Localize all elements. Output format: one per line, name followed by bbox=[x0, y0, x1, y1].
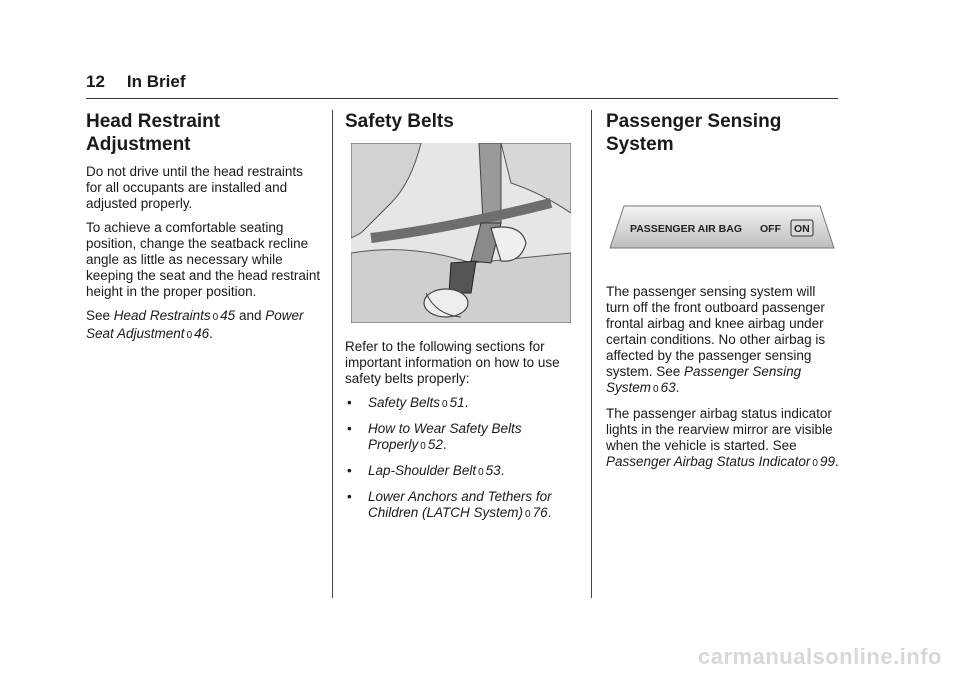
indicator-off: OFF bbox=[760, 223, 781, 235]
head-restraint-para-2: To achieve a comfortable seating position, change the seatback recline angle as little as necessary while keeping the seat and the head restraint height in the proper position. bbox=[86, 220, 321, 299]
page-ref-arrow-icon: 0 bbox=[812, 458, 818, 469]
safety-belts-heading: Safety Belts bbox=[345, 111, 454, 132]
passenger-sensing-para-2: The passenger airbag status indicator lights in the rearview mirror are visible when the vehicle is started. See Passenger Airbag Status Indicator 0 99. bbox=[606, 406, 839, 469]
page-ref-arrow-icon: 0 bbox=[212, 312, 219, 323]
section-title: In Brief bbox=[126, 72, 186, 91]
link-latch-system[interactable]: Lower Anchors and Tethers for Children (LATCH System) bbox=[368, 489, 552, 520]
bullet-icon: • bbox=[347, 489, 352, 504]
bullet-icon: • bbox=[347, 463, 352, 478]
header-rule bbox=[86, 98, 838, 99]
page-ref-arrow-icon: 0 bbox=[442, 399, 448, 410]
page-header bbox=[86, 72, 185, 92]
link-power-seat-adjustment[interactable]: Power Seat Adjustment bbox=[86, 308, 304, 341]
passenger-sensing-para-1: The passenger sensing system will turn off the front outboard passenger frontal airbag and knee airbag under certain conditions. No other airbag is affected by the passenger sensing system. See Passenger Sensing System 0 63. bbox=[606, 284, 826, 395]
page-ref-arrow-icon: 0 bbox=[653, 384, 659, 395]
page-number: 12 bbox=[86, 72, 105, 91]
head-restraint-heading: Head Restraint Adjustment bbox=[86, 111, 221, 155]
indicator-label: PASSENGER AIR BAG bbox=[630, 223, 743, 235]
bullet-icon: • bbox=[347, 395, 352, 410]
link-safety-belts[interactable]: Safety Belts bbox=[368, 395, 441, 410]
safety-belts-intro: Refer to the following sections for important information on how to use safety belts properly: bbox=[345, 339, 560, 386]
safety-belt-illustration bbox=[351, 143, 571, 323]
passenger-airbag-indicator-illustration bbox=[608, 204, 836, 250]
page-ref-arrow-icon: 0 bbox=[525, 509, 531, 520]
link-head-restraints[interactable]: Head Restraints bbox=[113, 308, 211, 323]
column-passenger-sensing bbox=[606, 110, 842, 480]
safety-belts-list bbox=[345, 395, 579, 523]
link-how-to-wear[interactable]: How to Wear Safety Belts Properly bbox=[368, 421, 522, 452]
list-item: • Lower Anchors and Tethers for Children (LATCH System) 0 76. bbox=[347, 489, 552, 520]
column-divider-1 bbox=[332, 110, 333, 598]
page-ref-arrow-icon: 0 bbox=[420, 441, 426, 452]
passenger-sensing-heading: Passenger Sensing System bbox=[606, 111, 782, 155]
head-restraint-para-1: Do not drive until the head restraints for all occupants are installed and adjusted properly. bbox=[86, 164, 303, 211]
list-item: • Lap-Shoulder Belt 0 53. bbox=[347, 463, 505, 478]
list-item: • Safety Belts 0 51. bbox=[347, 395, 469, 410]
column-divider-2 bbox=[591, 110, 592, 598]
watermark: carmanualsonline.info bbox=[698, 644, 942, 669]
indicator-on: ON bbox=[794, 223, 810, 235]
link-passenger-airbag-status-indicator[interactable]: Passenger Airbag Status Indicator bbox=[606, 454, 811, 469]
column-safety-belts bbox=[345, 110, 579, 531]
head-restraint-see-also: See Head Restraints 0 45 and Power Seat Adjustment 0 46. bbox=[86, 308, 304, 341]
link-lap-shoulder-belt[interactable]: Lap-Shoulder Belt bbox=[368, 463, 477, 478]
page-ref-arrow-icon: 0 bbox=[478, 467, 484, 478]
link-passenger-sensing-system[interactable]: Passenger Sensing System bbox=[606, 364, 802, 395]
column-head-restraint bbox=[86, 110, 322, 352]
bullet-icon: • bbox=[347, 421, 352, 436]
page-ref-arrow-icon: 0 bbox=[186, 330, 193, 341]
list-item: • How to Wear Safety Belts Properly 0 52. bbox=[347, 421, 522, 452]
